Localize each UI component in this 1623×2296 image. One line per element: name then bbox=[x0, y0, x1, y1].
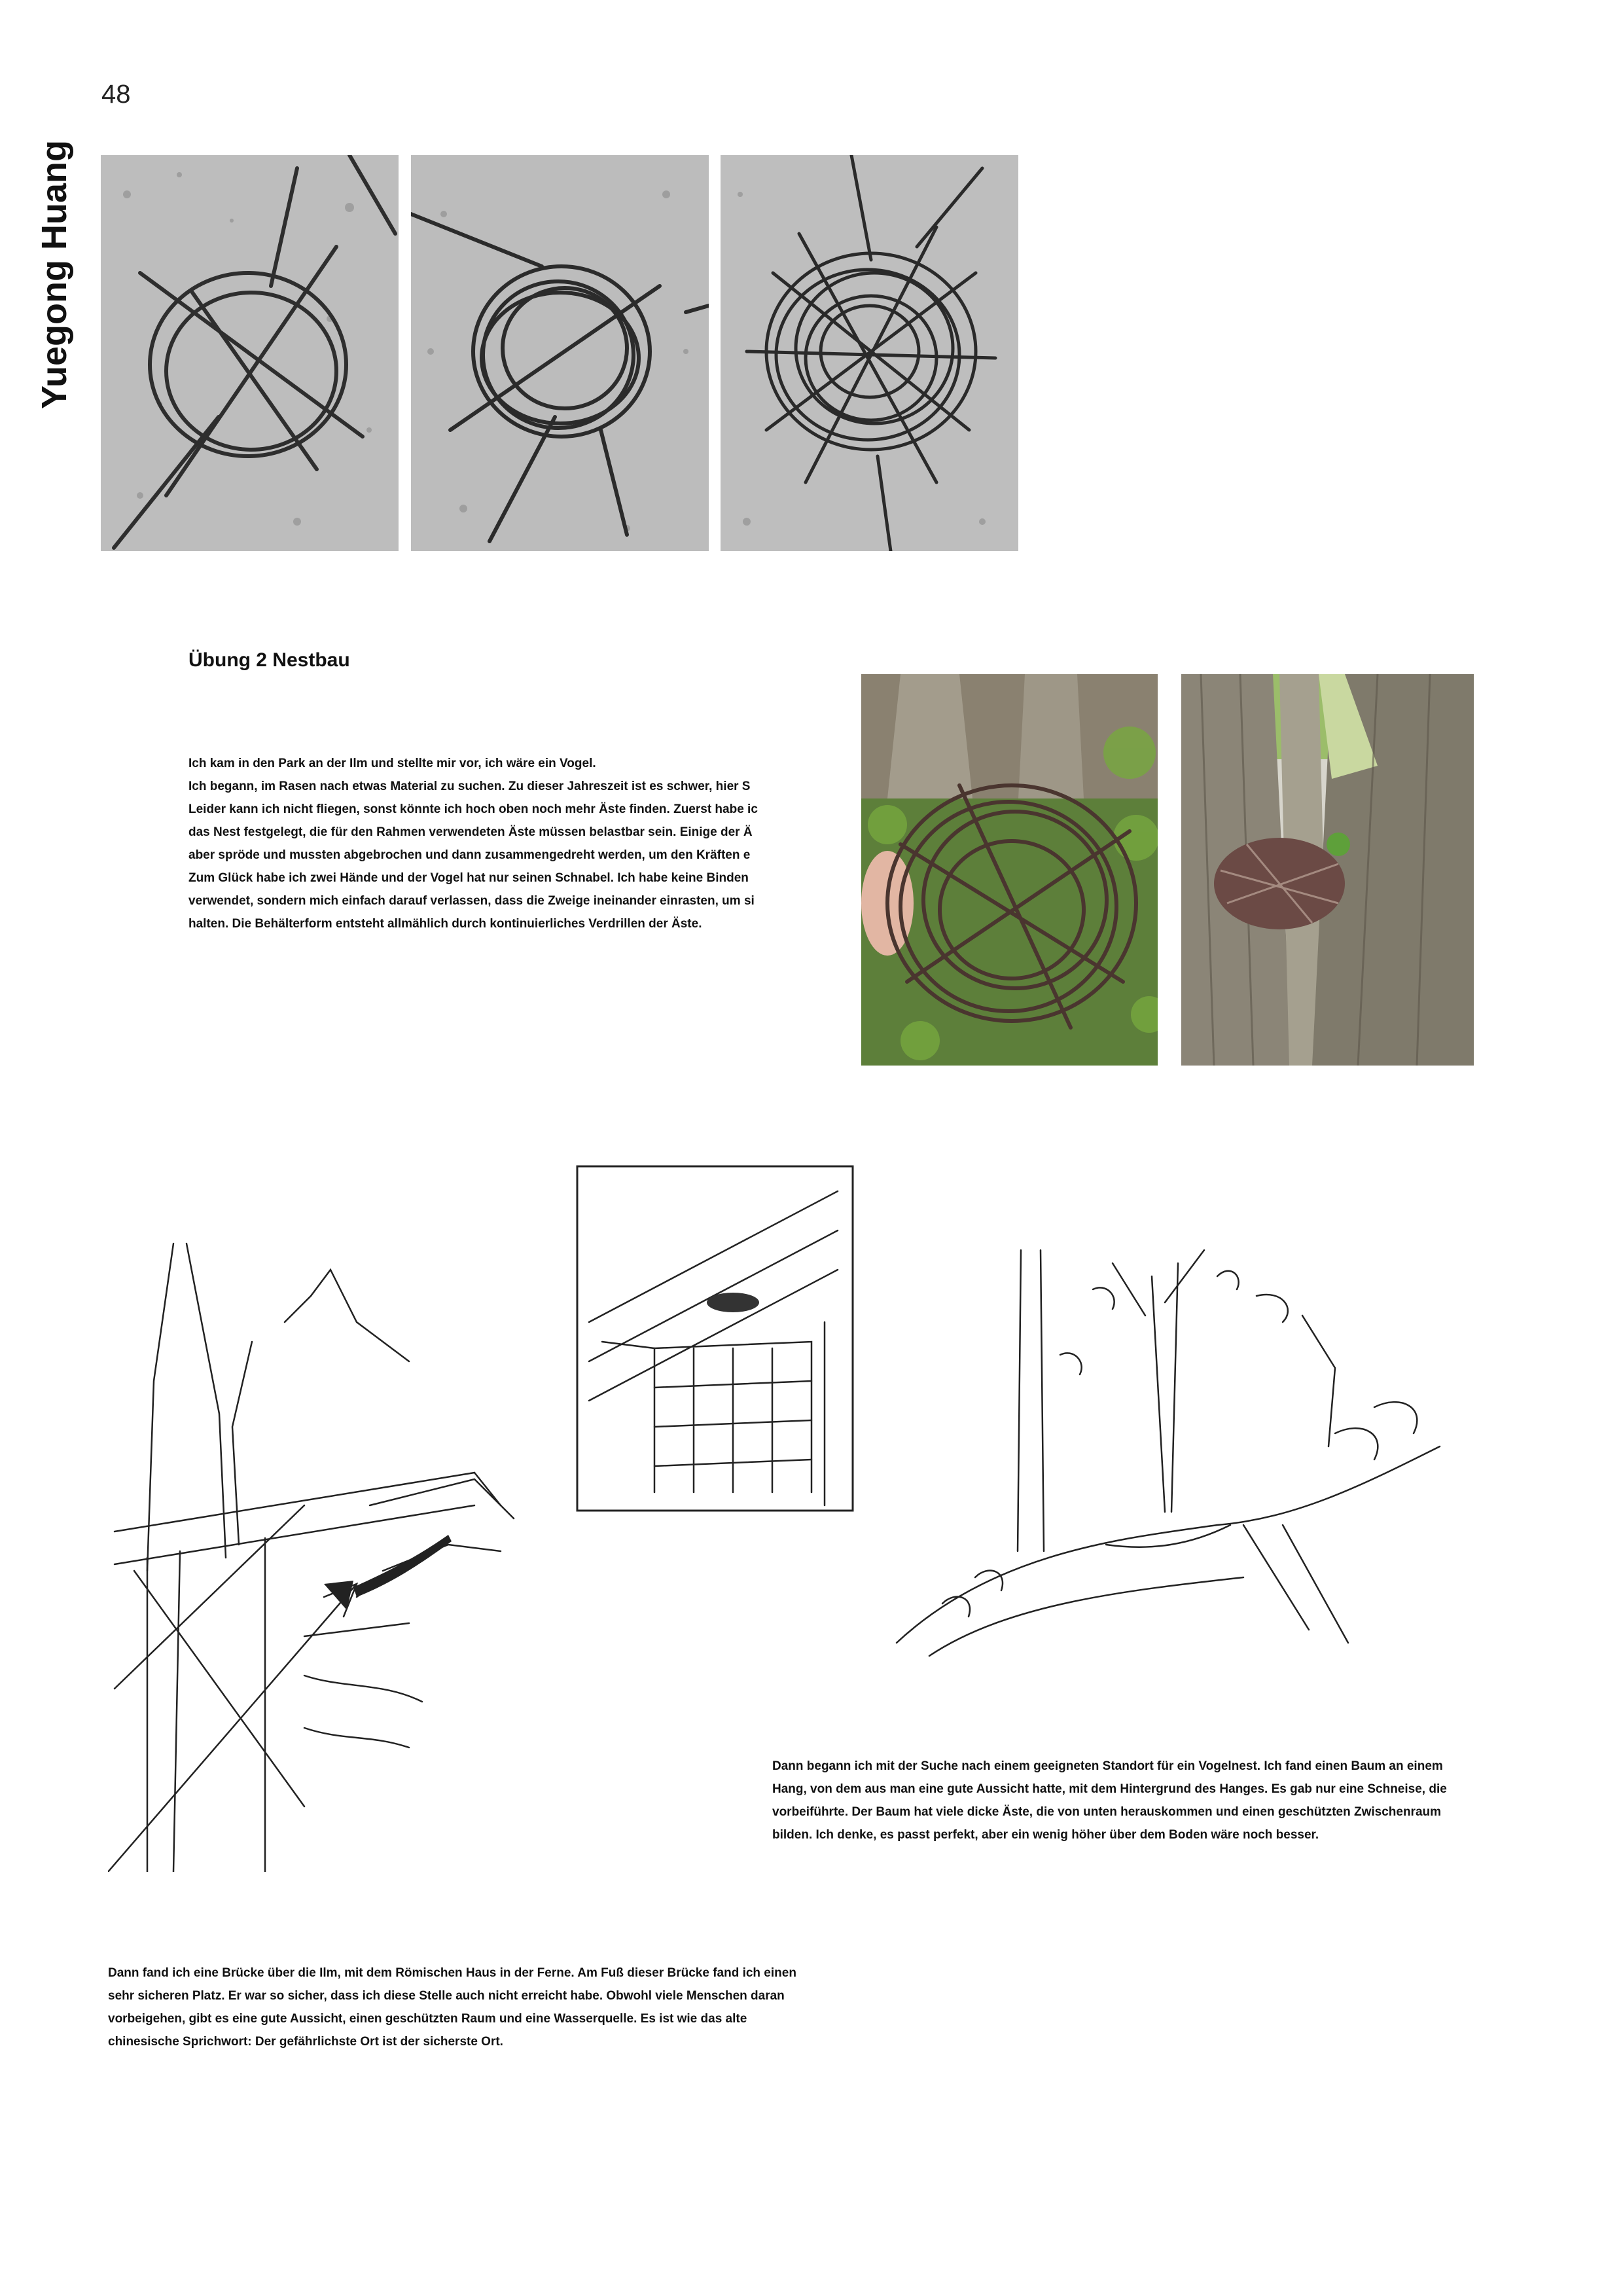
intro-line: Leider kann ich nicht fliegen, sonst könnte ich hoch oben noch mehr Äste finden. Zuerst habe ic bbox=[188, 802, 758, 816]
tree-caption-line: Hang, von dem aus man eine gute Aussicht hatte, mit dem Hintergrund des Hanges. Es gab nur eine Schneise, die bbox=[772, 1782, 1447, 1796]
section-title: Übung 2 Nestbau bbox=[188, 649, 350, 671]
intro-line: Zum Glück habe ich zwei Hände und der Vogel hat nur seinen Schnabel. Ich habe keine Binden bbox=[188, 871, 749, 885]
bridge-caption-line: vorbeigehen, gibt es eine gute Aussicht, einen geschützten Raum und eine Wasserquelle. Es ist wie das alte bbox=[108, 2012, 747, 2026]
tree-caption bbox=[772, 1755, 1447, 1846]
intro-line: verwendet, sondern mich einfach darauf verlassen, dass die Zweige ineinander einrasten, um si bbox=[188, 894, 755, 908]
bridge-caption-line: chinesische Sprichwort: Der gefährlichste Ort ist der sicherste Ort. bbox=[108, 2035, 503, 2049]
tree-caption-line: vorbeiführte. Der Baum hat viele dicke Äste, die von unten herauskommen und einen geschützten Zwischenraum bbox=[772, 1805, 1442, 1819]
tree-caption-line: Dann begann ich mit der Suche nach einem geeigneten Standort für ein Vogelnest. Ich fand einen Baum an einem bbox=[772, 1759, 1443, 1773]
bridge-caption bbox=[108, 1962, 796, 2053]
nest-under-bridge-sketch bbox=[576, 1165, 854, 1512]
nest-photo-stage-3 bbox=[721, 155, 1018, 551]
intro-line: Ich begann, im Rasen nach etwas Material zu suchen. Zu dieser Jahreszeit ist es schwer, hier S bbox=[188, 780, 751, 793]
tree-caption-line: bilden. Ich denke, es passt perfekt, aber ein wenig höher über dem Boden wäre noch besser. bbox=[772, 1828, 1319, 1842]
nest-in-tree-photo bbox=[1181, 674, 1474, 1066]
bridge-caption-line: sehr sicheren Platz. Er war so sicher, dass ich diese Stelle auch nicht erreicht habe. Obwohl viele Menschen daran bbox=[108, 1989, 785, 2003]
nest-in-hand-photo bbox=[861, 674, 1158, 1066]
intro-paragraph bbox=[188, 752, 777, 935]
tree-slope-sketch bbox=[877, 1237, 1466, 1682]
intro-line: das Nest festgelegt, die für den Rahmen verwendeten Äste müssen belastbar sein. Einige der Ä bbox=[188, 825, 753, 839]
intro-line: halten. Die Behälterform entsteht allmählich durch kontinuierliches Verdrillen der Äste. bbox=[188, 917, 702, 931]
page-number: 48 bbox=[101, 80, 131, 109]
author-name: Yuegong Huang bbox=[35, 140, 74, 409]
bridge-caption-line: Dann fand ich eine Brücke über die Ilm, mit dem Römischen Haus in der Ferne. Am Fuß dieser Brücke fand ich einen bbox=[108, 1966, 796, 1980]
nest-photo-stage-1 bbox=[101, 155, 399, 551]
intro-line: aber spröde und mussten abgebrochen und dann zusammengedreht werden, um den Kräften e bbox=[188, 848, 751, 862]
nest-photo-stage-2 bbox=[411, 155, 709, 551]
intro-line: Ich kam in den Park an der Ilm und stellte mir vor, ich wäre ein Vogel. bbox=[188, 757, 596, 770]
